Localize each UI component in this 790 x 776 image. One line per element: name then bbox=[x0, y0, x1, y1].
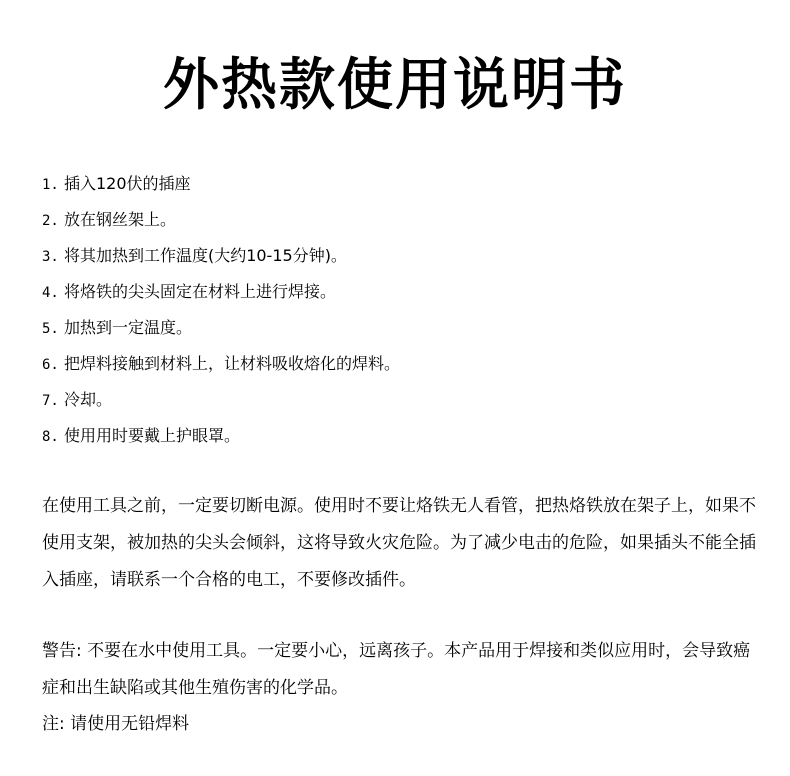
document-title: 外热款使用说明书 bbox=[163, 53, 627, 118]
step-number: 8. bbox=[42, 429, 59, 445]
step-number: 3. bbox=[42, 249, 59, 265]
step-text: 把焊料接触到材料上，让材料吸收熔化的焊料。 bbox=[63, 354, 400, 373]
step-number: 6. bbox=[42, 357, 59, 373]
step-number: 5. bbox=[42, 321, 59, 337]
step-item-7 bbox=[42, 382, 762, 418]
step-item-5 bbox=[42, 310, 762, 346]
warning-paragraph: 警告: 不要在水中使用工具。一定要小心，远离孩子。本产品用于焊接和类似应用时，会导致癌症和出生缺陷或其他生殖伤害的化学品。 bbox=[42, 641, 751, 698]
step-number: 7. bbox=[42, 393, 59, 409]
step-text: 将烙铁的尖头固定在材料上进行焊接。 bbox=[63, 282, 336, 301]
step-item-8 bbox=[42, 418, 762, 454]
step-text: 插入120伏的插座 bbox=[63, 174, 191, 193]
step-item-6 bbox=[42, 346, 762, 382]
step-number: 2. bbox=[42, 213, 59, 229]
step-item-2 bbox=[42, 202, 762, 238]
instruction-steps-list bbox=[42, 166, 762, 454]
step-number: 1. bbox=[42, 177, 59, 193]
step-item-4 bbox=[42, 274, 762, 310]
step-text: 使用用时要戴上护眼罩。 bbox=[63, 426, 240, 445]
step-item-3 bbox=[42, 238, 762, 274]
safety-paragraph: 在使用工具之前，一定要切断电源。使用时不要让烙铁无人看管，把热烙铁放在架子上，如果不使用支架，被加热的尖头会倾斜，这将导致火灾危险。为了减少电击的危险，如果插头不能全插入插座，请联系一个合格的电工，不要修改插件。 bbox=[42, 496, 756, 590]
step-text: 将其加热到工作温度(大约10-15分钟)。 bbox=[63, 246, 347, 265]
step-item-1 bbox=[42, 166, 762, 202]
step-number: 4. bbox=[42, 285, 59, 301]
step-text: 加热到一定温度。 bbox=[63, 318, 192, 337]
lead-free-note: 注: 请使用无铅焊料 bbox=[42, 714, 190, 734]
step-text: 冷却。 bbox=[63, 390, 112, 409]
step-text: 放在钢丝架上。 bbox=[63, 210, 176, 229]
